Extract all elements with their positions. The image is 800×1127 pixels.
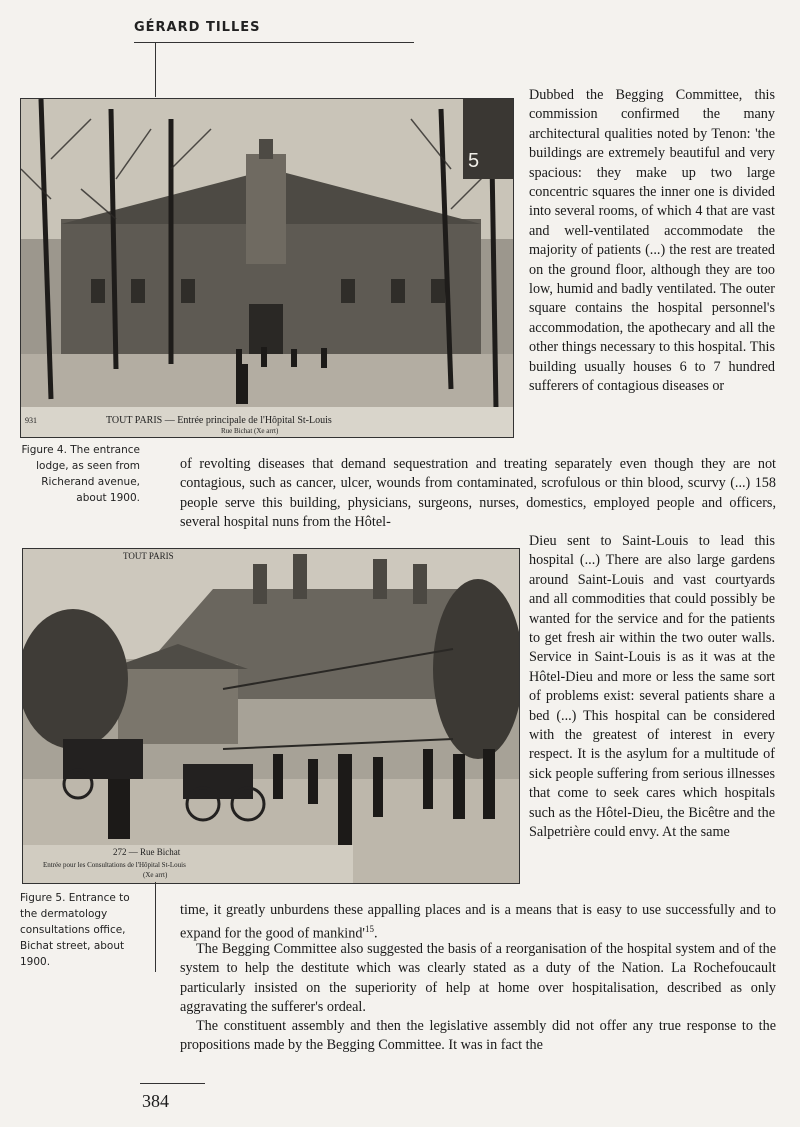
photo-top-label: TOUT PARIS xyxy=(123,551,174,561)
body-text-full-2-end: . xyxy=(373,926,378,943)
photo-caption-line3-f5: (Xe arrt) xyxy=(143,871,168,879)
paragraph-2: The Begging Committee also suggested the basis of a reorganisation of the hospital system and of the system to help the destitute which was clearly stated as a duty of the Nation. La Rochefoucault particularly insisted on the superiority of help at home over hospitalisation, described as only aggravating the sufferer's ordeal. xyxy=(180,941,776,1016)
header-rule xyxy=(134,42,414,43)
photo-caption-line2: Rue Bichat (Xe arrt) xyxy=(221,427,279,435)
figure-4-photo xyxy=(20,98,514,438)
stamp-value: 5 xyxy=(468,150,480,172)
photo-number: 931 xyxy=(25,416,37,425)
body-text-full-2-main: time, it greatly unburdens these appalling places and is a means that is easy to use successfully and to expand for the good of mankind' xyxy=(180,902,776,943)
body-text-right-2: Dieu sent to Saint-Louis to lead this hospital (...) There are also large gardens around Saint-Louis and vast courtyards and all commodities that could possibly be wanted for the service and for the patients to get fresh air within the two outer walls. Service in Saint-Louis is as it was at the Hôtel-Dieu and more or less the same sort of problems exist: several patients share a bed (...) This hospital can be considered with the greatest of interest in every respect. It is the asylum for a multitude of sick people suffering from serious illnesses that come to seek cares which hospitals such as the Hôtel-Dieu, the Bicêtre and the Salpetrière could envy. At the same xyxy=(529,533,775,841)
body-text-full-1: of revolting diseases that demand sequestration and treating separately even though they are not contagious, such as cancer, ulcer, wounds from contaminated, scrofulous or thin blood, scurvy (...) 158 people serve this building, physicians, surgeons, nurses, domestics, employed people and officers, several hospital nuns from the Hôtel- xyxy=(180,456,776,531)
page-number: 384 xyxy=(142,1091,169,1111)
figure-5-photo xyxy=(22,548,520,884)
figure-4-caption: Figure 4. The entrance lodge, as seen from Richerand avenue, about 1900. xyxy=(21,444,140,504)
figure-5-caption: Figure 5. Entrance to the dermatology consultations office, Bichat street, about 1900. xyxy=(20,892,130,968)
photo-caption-line1: TOUT PARIS — Entrée principale de l'Hôpital St-Louis xyxy=(106,415,332,426)
paragraph-3: The constituent assembly and then the legislative assembly did not offer any true response to the propositions made by the Begging Committee. It was in fact the xyxy=(180,1018,776,1054)
margin-rule-top xyxy=(155,42,156,97)
margin-rule-bottom xyxy=(155,882,156,972)
photo-caption-line1-f5: 272 — Rue Bichat xyxy=(113,847,181,857)
body-text-right-1: Dubbed the Begging Committee, this commission confirmed the many architectural qualities noted by Tenon: 'the buildings are extremely beautiful and very spacious: they make up two large concentric squares the inner one is divided into several rooms, of which 4 that are vast and well-ventilated accommodate the majority of patients (...) the rest are treated on the ground floor, although they are too low, humid and badly ventilated. The outer square contains the hospital personnel's accommodation, the apothecary and all the other things necessary to this hospital. This building usually houses 6 to 7 hundred sufferers of contagious diseases or xyxy=(529,87,775,395)
body-text-full-2 xyxy=(180,901,776,945)
footnote-ref[interactable]: 15 xyxy=(364,924,374,935)
running-head: GÉRARD TILLES xyxy=(134,20,261,35)
photo-caption-line2-f5: Entrée pour les Consultations de l'Hôpital St-Louis xyxy=(43,861,186,869)
folio-rule xyxy=(140,1083,205,1084)
